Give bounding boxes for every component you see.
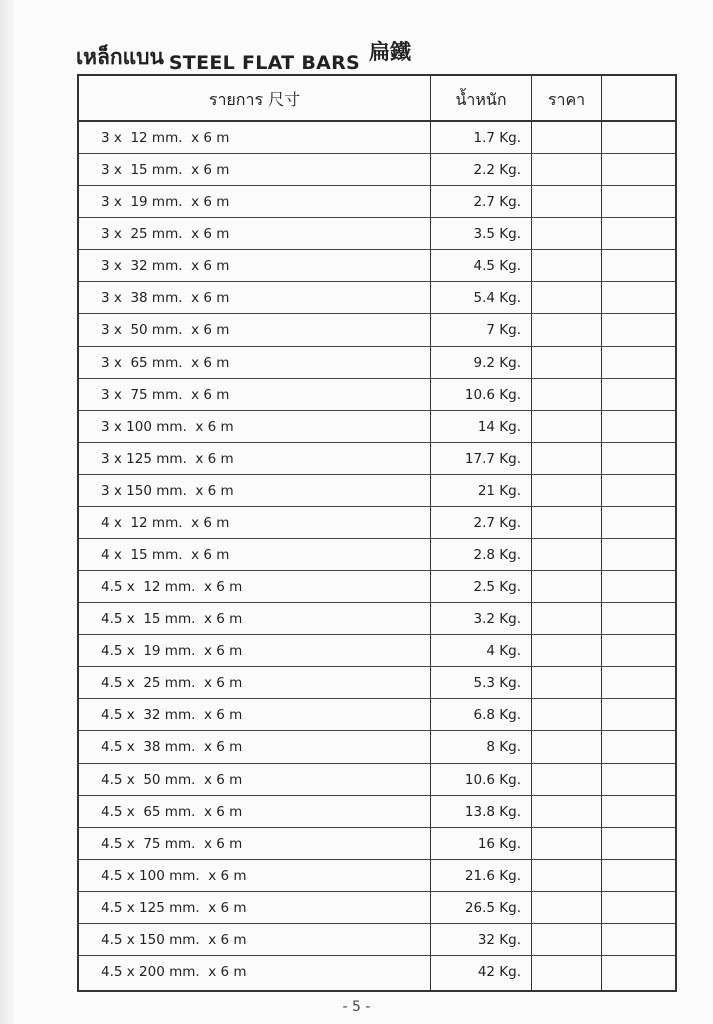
table-row — [79, 347, 675, 379]
weight-cell: 21.6 Kg. — [464, 867, 521, 884]
table-row — [79, 924, 675, 956]
table-row — [79, 571, 675, 603]
item-size-cell: 3 x 150 mm. x 6 m — [101, 482, 234, 499]
weight-cell: 3.5 Kg. — [473, 226, 521, 243]
table-row — [79, 314, 675, 346]
header-item-size: รายการ 尺寸 — [208, 90, 301, 109]
table-row — [79, 892, 675, 924]
item-size-cell: 4.5 x 32 mm. x 6 m — [101, 707, 243, 724]
table-row — [79, 796, 675, 828]
weight-cell: 3.2 Kg. — [473, 611, 521, 628]
table-row — [79, 699, 675, 731]
item-size-cell: 3 x 19 mm. x 6 m — [101, 194, 230, 211]
item-size-cell: 4 x 12 mm. x 6 m — [101, 514, 230, 531]
item-size-cell: 4 x 15 mm. x 6 m — [101, 547, 230, 564]
item-size-cell: 3 x 65 mm. x 6 m — [101, 354, 230, 371]
title-chinese: 扁鐵 — [369, 40, 412, 64]
table-row — [79, 475, 675, 507]
item-size-cell: 3 x 12 mm. x 6 m — [101, 130, 230, 146]
table-row — [79, 539, 675, 571]
table-body — [79, 122, 675, 988]
table-row — [79, 731, 675, 763]
table-row — [79, 764, 675, 796]
table-row — [79, 186, 675, 218]
item-size-cell: 4.5 x 100 mm. x 6 m — [101, 867, 247, 884]
header-weight: น้ำหนัก — [455, 90, 507, 109]
weight-cell: 2.7 Kg. — [473, 514, 521, 531]
weight-cell: 32 Kg. — [477, 931, 521, 948]
table-row — [79, 411, 675, 443]
weight-cell: 2.7 Kg. — [473, 194, 521, 211]
header-extra — [602, 76, 677, 120]
weight-cell: 2.2 Kg. — [473, 162, 521, 179]
page-title — [76, 40, 411, 74]
table-header-row — [79, 76, 675, 122]
weight-cell: 1.7 Kg. — [473, 130, 521, 146]
item-size-cell: 4.5 x 75 mm. x 6 m — [101, 835, 243, 852]
weight-cell: 5.3 Kg. — [473, 675, 521, 692]
item-size-cell: 4.5 x 50 mm. x 6 m — [101, 771, 243, 788]
weight-cell: 8 Kg. — [486, 739, 521, 756]
weight-cell: 4 Kg. — [486, 643, 521, 660]
weight-cell: 26.5 Kg. — [464, 899, 521, 916]
table-row — [79, 282, 675, 314]
item-size-cell: 4.5 x 15 mm. x 6 m — [101, 611, 243, 628]
item-size-cell: 4.5 x 150 mm. x 6 m — [101, 931, 247, 948]
item-size-cell: 3 x 38 mm. x 6 m — [101, 290, 230, 307]
weight-cell: 2.8 Kg. — [473, 547, 521, 564]
table-row — [79, 122, 675, 154]
page-edge-shadow — [0, 0, 14, 1024]
item-size-cell: 3 x 125 mm. x 6 m — [101, 450, 234, 467]
item-size-cell: 3 x 25 mm. x 6 m — [101, 226, 230, 243]
table-row — [79, 603, 675, 635]
item-size-cell: 4.5 x 200 mm. x 6 m — [101, 964, 247, 981]
page-number: - 5 - — [342, 999, 371, 1015]
weight-cell: 2.5 Kg. — [473, 579, 521, 596]
item-size-cell: 3 x 32 mm. x 6 m — [101, 258, 230, 275]
table-row — [79, 860, 675, 892]
weight-cell: 5.4 Kg. — [473, 290, 521, 307]
item-size-cell: 4.5 x 25 mm. x 6 m — [101, 675, 243, 692]
weight-cell: 13.8 Kg. — [464, 803, 521, 820]
item-size-cell: 4.5 x 65 mm. x 6 m — [101, 803, 243, 820]
item-size-cell: 3 x 50 mm. x 6 m — [101, 322, 230, 339]
weight-cell: 16 Kg. — [477, 835, 521, 852]
item-size-cell: 3 x 15 mm. x 6 m — [101, 162, 230, 179]
item-size-cell: 4.5 x 19 mm. x 6 m — [101, 643, 243, 660]
table-row — [79, 828, 675, 860]
item-size-cell: 4.5 x 125 mm. x 6 m — [101, 899, 247, 916]
table-row — [79, 635, 675, 667]
table-row — [79, 154, 675, 186]
weight-cell: 9.2 Kg. — [473, 354, 521, 371]
weight-cell: 7 Kg. — [486, 322, 521, 339]
weight-cell: 6.8 Kg. — [473, 707, 521, 724]
header-price: ราคา — [547, 90, 586, 109]
item-size-cell: 3 x 100 mm. x 6 m — [101, 418, 234, 435]
table-row — [79, 956, 675, 988]
table-row — [79, 443, 675, 475]
table-row — [79, 507, 675, 539]
table-row — [79, 667, 675, 699]
weight-cell: 10.6 Kg. — [464, 771, 521, 788]
weight-cell: 14 Kg. — [477, 418, 521, 435]
title-english: STEEL FLAT BARS — [168, 52, 361, 74]
weight-cell: 21 Kg. — [477, 482, 521, 499]
weight-cell: 17.7 Kg. — [464, 450, 521, 467]
item-size-cell: 4.5 x 38 mm. x 6 m — [101, 739, 243, 756]
steel-flat-bars-table — [77, 74, 677, 992]
weight-cell: 4.5 Kg. — [473, 258, 521, 275]
table-row — [79, 379, 675, 411]
table-row — [79, 218, 675, 250]
weight-cell: 42 Kg. — [477, 964, 521, 981]
table-row — [79, 250, 675, 282]
weight-cell: 10.6 Kg. — [464, 386, 521, 403]
item-size-cell: 4.5 x 12 mm. x 6 m — [101, 579, 243, 596]
item-size-cell: 3 x 75 mm. x 6 m — [101, 386, 230, 403]
title-thai: เหล็กแบน — [76, 45, 164, 69]
